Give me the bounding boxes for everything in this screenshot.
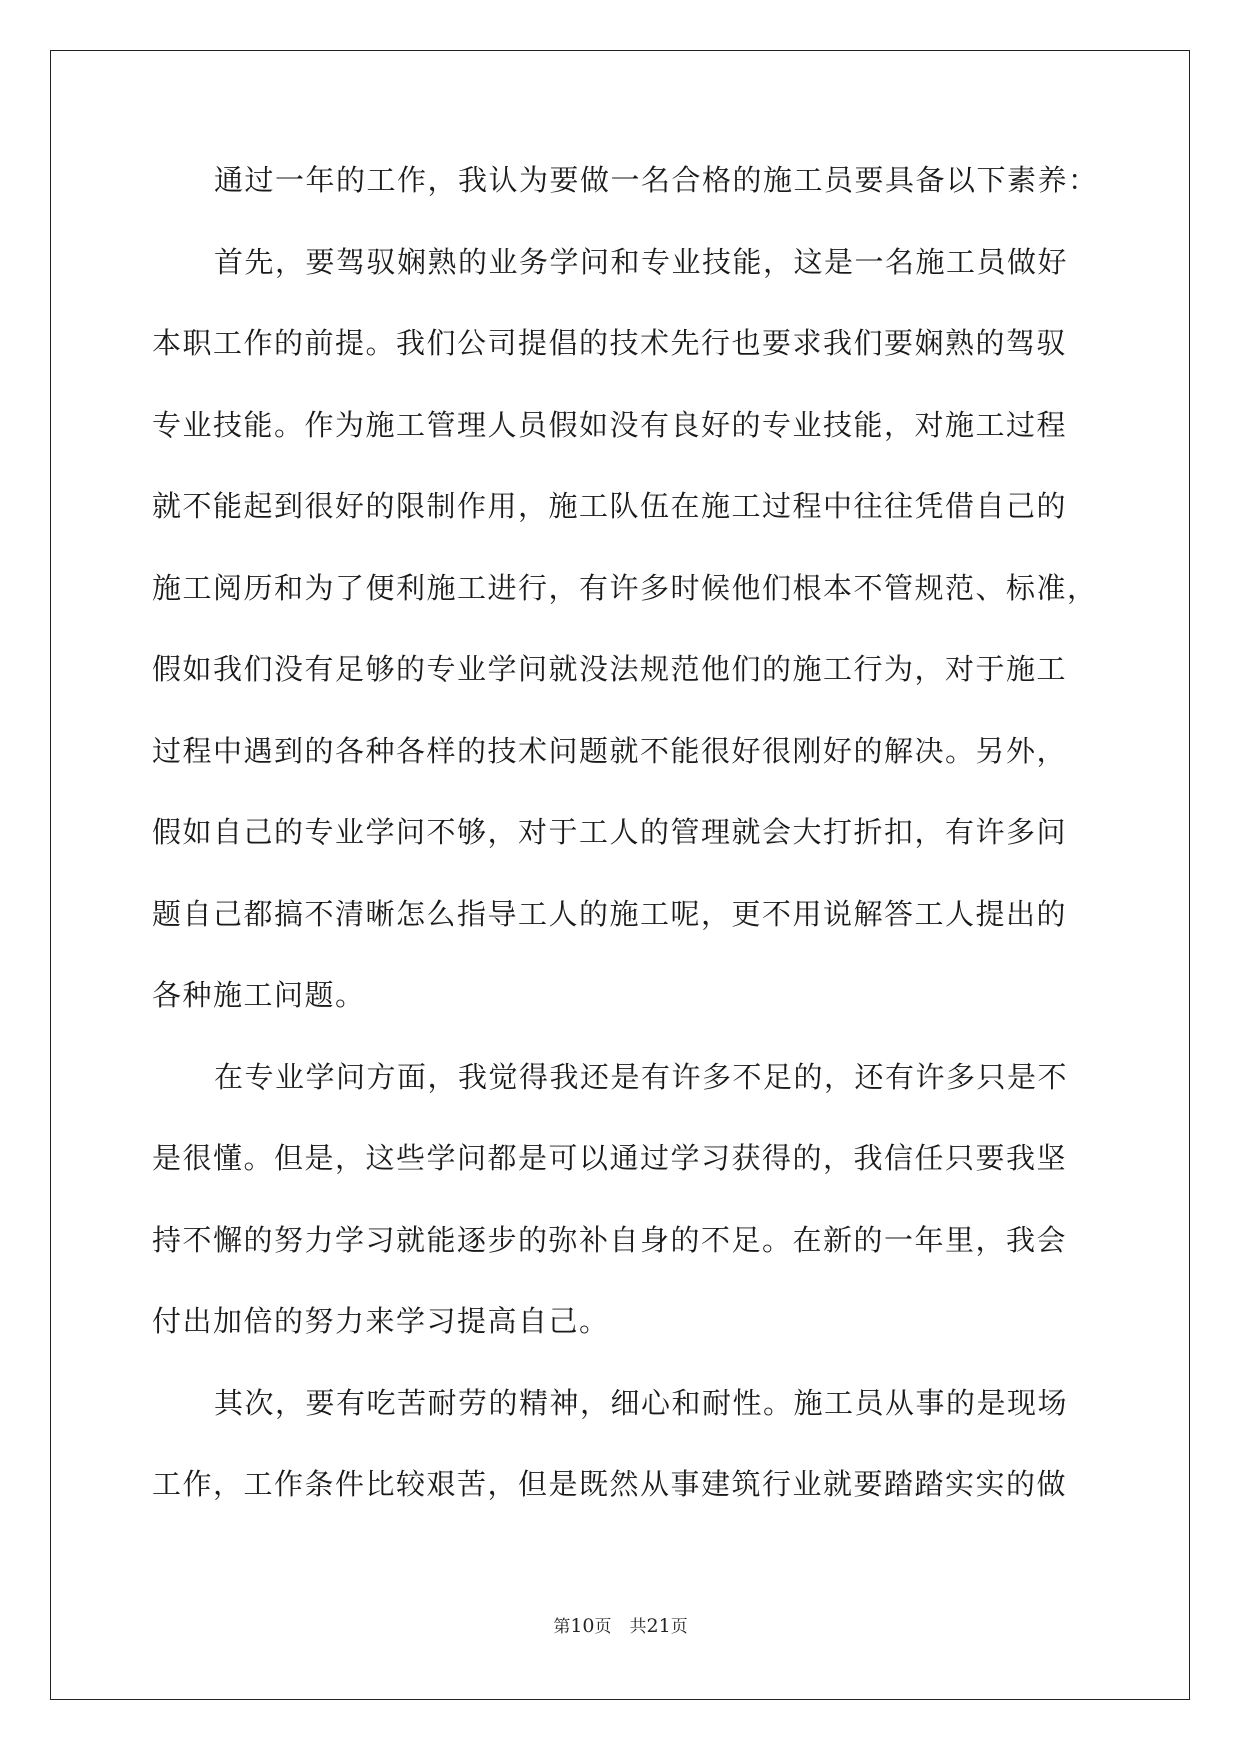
text-line: 是很懂。但是，这些学问都是可以通过学习获得的，我信任只要我坚 — [152, 1141, 1068, 1175]
text-line: 专业技能。作为施工管理人员假如没有良好的专业技能，对施工过程 — [152, 407, 1068, 442]
text-line: 假如自己的专业学问不够，对于工人的管理就会大打折扣，有许多问 — [152, 815, 1068, 849]
total-page-count: 21 — [646, 1615, 671, 1637]
document-body — [152, 163, 1099, 1551]
text-line: 首先，要驾驭娴熟的业务学问和专业技能，这是一名施工员做好 — [214, 244, 1069, 279]
text-line: 就不能起到很好的限制作用，施工队伍在施工过程中往往凭借自己的 — [152, 489, 1068, 523]
text-line: 持不懈的努力学习就能逐步的弥补自身的不足。在新的一年里，我会 — [152, 1222, 1068, 1257]
text-line: 题自己都搞不清晰怎么指导工人的施工呢，更不用说解答工人提出的 — [152, 896, 1068, 931]
footer-prefix: 第 — [553, 1617, 571, 1637]
text-line: 其次，要有吃苦耐劳的精神，细心和耐性。施工员从事的是现场 — [214, 1385, 1069, 1420]
text-line: 本职工作的前提。我们公司提倡的技术先行也要求我们要娴熟的驾驭 — [152, 326, 1068, 360]
text-line: 过程中遇到的各种各样的技术问题就不能很好很刚好的解决。另外， — [152, 733, 1068, 768]
footer-page-suffix: 页 — [594, 1617, 612, 1637]
text-line: 施工阅历和为了便利施工进行，有许多时候他们根本不管规范、标准， — [152, 570, 1098, 605]
page-number-footer — [0, 1612, 1241, 1637]
footer-total-prefix: 共 — [629, 1617, 647, 1637]
text-line: 工作，工作条件比较艰苦，但是既然从事建筑行业就要踏踏实实的做 — [152, 1467, 1068, 1501]
text-line: 付出加倍的努力来学习提高自己。 — [152, 1304, 610, 1338]
text-line: 通过一年的工作，我认为要做一名合格的施工员要具备以下素养： — [214, 163, 1099, 197]
current-page-number: 10 — [570, 1615, 595, 1637]
text-line: 假如我们没有足够的专业学问就没法规范他们的施工行为，对于施工 — [152, 652, 1068, 686]
footer-total-suffix: 页 — [670, 1617, 688, 1637]
text-line: 在专业学问方面，我觉得我还是有许多不足的，还有许多只是不 — [214, 1059, 1069, 1094]
text-line: 各种施工问题。 — [152, 978, 366, 1012]
